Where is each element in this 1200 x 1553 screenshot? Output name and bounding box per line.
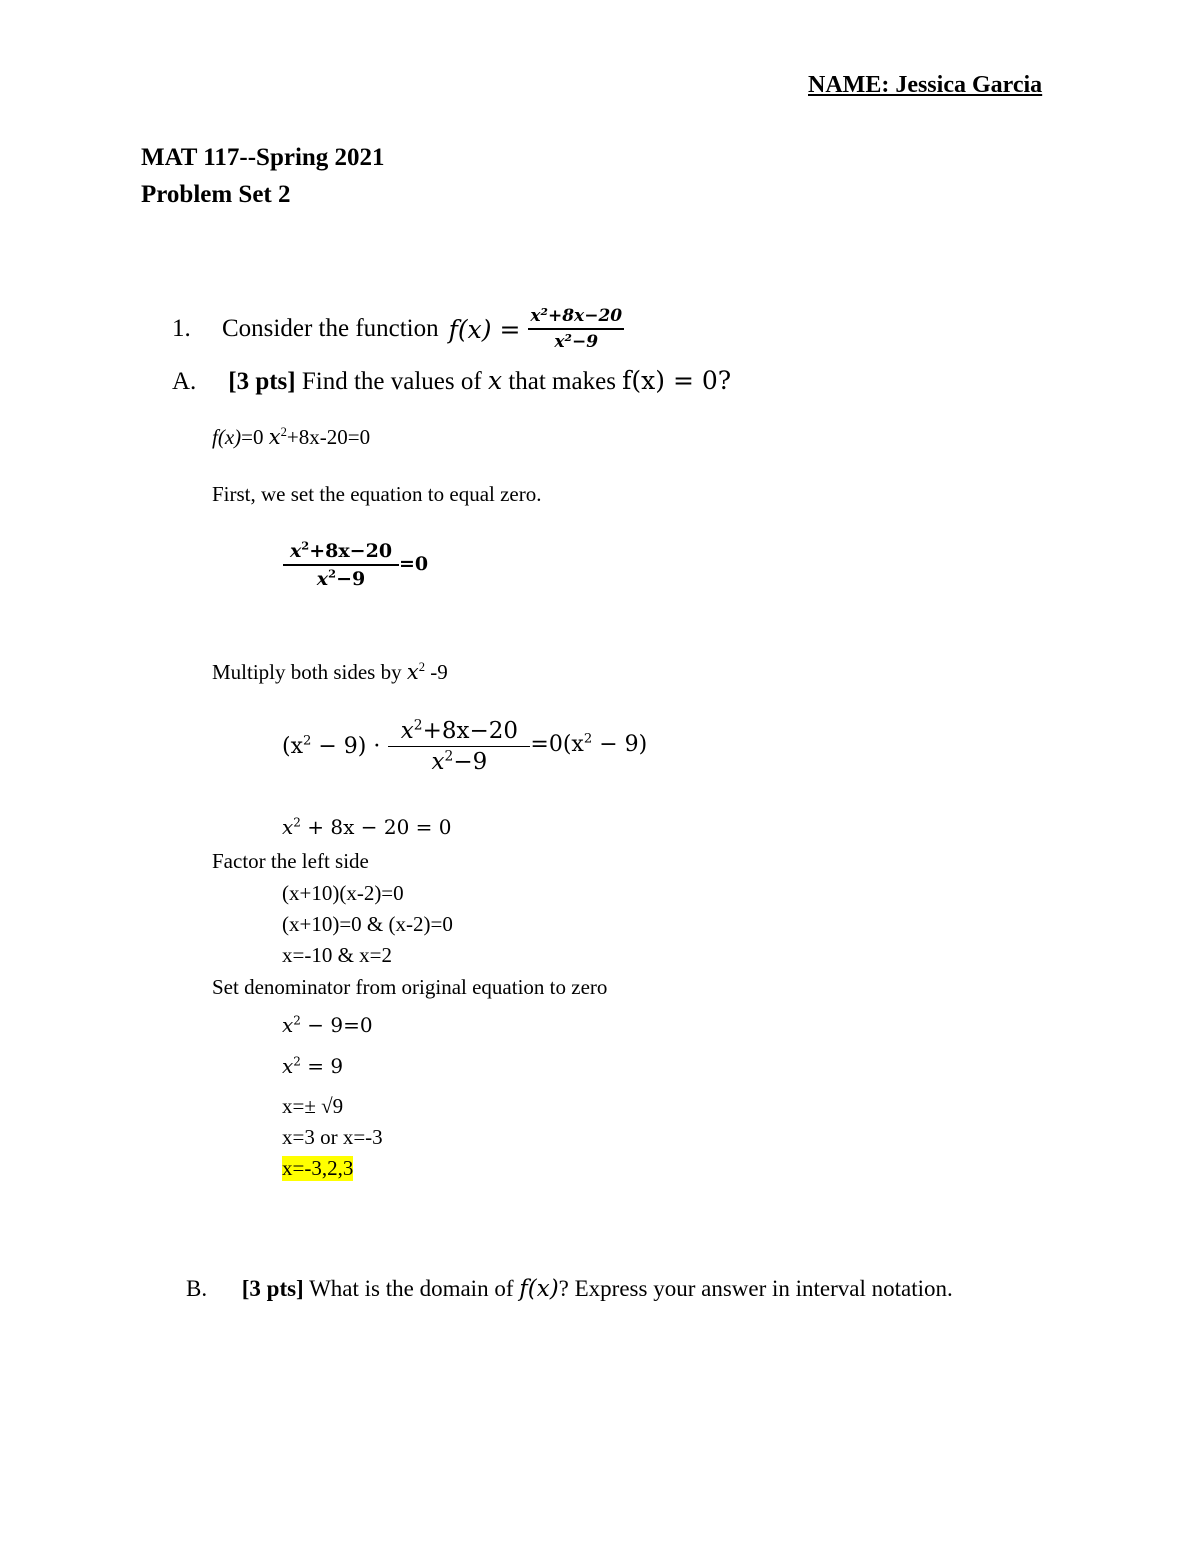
course-title: MAT 117--Spring 2021 bbox=[141, 144, 385, 171]
mult-left-tail: − 9) · bbox=[311, 734, 381, 759]
mult-den-tail: −9 bbox=[453, 749, 488, 775]
step-4-text: Set denominator from original equation to zero bbox=[212, 975, 608, 999]
factor-line-1: (x+10)(x-2)=0 bbox=[282, 881, 404, 905]
frac1-den-tail: −9 bbox=[336, 568, 366, 590]
frac1-num-x: x bbox=[289, 540, 302, 562]
work-line-1 bbox=[212, 425, 370, 450]
part-a-variable: x bbox=[487, 366, 503, 395]
question-1 bbox=[172, 306, 624, 352]
work-tail: +8x-20=0 bbox=[286, 425, 371, 449]
part-b-points: [3 pts] bbox=[241, 1276, 304, 1301]
part-a-text: Find the values of bbox=[301, 368, 482, 395]
step-2-x: x bbox=[406, 660, 419, 684]
work-x: x bbox=[268, 425, 281, 449]
part-a-points: [3 pts] bbox=[228, 368, 296, 395]
mult-left-exp: 2 bbox=[303, 733, 312, 749]
frac1-num-exp: 2 bbox=[301, 538, 310, 553]
question-prompt: Consider the function bbox=[222, 315, 439, 342]
mult-num-exp: 2 bbox=[413, 717, 423, 734]
factor-line-2: (x+10)=0 & (x-2)=0 bbox=[282, 912, 453, 936]
d1-exp: 2 bbox=[293, 1013, 301, 1028]
fraction-equation-1 bbox=[283, 540, 428, 590]
function-fraction bbox=[528, 306, 624, 352]
part-b-text: What is the domain of bbox=[309, 1276, 514, 1301]
work-fx: f(x) bbox=[212, 425, 242, 449]
mult-den-x: x bbox=[431, 749, 445, 775]
mult-num-tail: +8x−20 bbox=[422, 718, 518, 744]
step-2-tail: -9 bbox=[425, 660, 448, 684]
mult-num-x: x bbox=[400, 718, 414, 744]
step-2-label: Multiply both sides by bbox=[212, 660, 402, 684]
d1-tail: − 9=0 bbox=[300, 1013, 373, 1037]
denominator-line-2 bbox=[282, 1054, 343, 1078]
eq2-exp: 2 bbox=[293, 815, 301, 830]
part-b-letter: B. bbox=[186, 1276, 208, 1301]
multiply-equation bbox=[282, 718, 647, 775]
work-equals: =0 bbox=[241, 425, 264, 449]
final-answer: x=-3,2,3 bbox=[282, 1156, 354, 1180]
mult-right: =0(x bbox=[530, 732, 584, 757]
problem-set-title: Problem Set 2 bbox=[141, 181, 291, 208]
work-exp: 2 bbox=[280, 425, 287, 439]
eq2-tail: + 8x − 20 = 0 bbox=[300, 815, 452, 839]
frac1-num-tail: +8x−20 bbox=[309, 540, 393, 562]
d2-tail: = 9 bbox=[300, 1054, 344, 1078]
denominator-line-1 bbox=[282, 1013, 373, 1037]
student-name: NAME: Jessica Garcia bbox=[808, 72, 1043, 98]
part-b-question bbox=[186, 1276, 953, 1302]
frac1-den-exp: 2 bbox=[328, 566, 337, 581]
eq2-x: x bbox=[282, 815, 294, 839]
factor-line-3: x=-10 & x=2 bbox=[282, 943, 393, 967]
part-b-function: f(x) bbox=[519, 1276, 559, 1302]
mult-right-tail: − 9) bbox=[592, 732, 648, 757]
fraction-numerator: x²+8x−20 bbox=[530, 306, 623, 326]
step-1-text: First, we set the equation to equal zero. bbox=[212, 482, 542, 506]
mult-den-exp: 2 bbox=[444, 748, 454, 765]
fraction-denominator: x²−9 bbox=[554, 332, 599, 352]
frac1-den-x: x bbox=[316, 568, 329, 590]
part-a-question bbox=[172, 366, 731, 396]
step-2-text bbox=[212, 660, 448, 685]
part-a-letter: A. bbox=[172, 368, 197, 395]
step-2-exp: 2 bbox=[418, 660, 425, 674]
expanded-equation bbox=[282, 815, 452, 839]
mult-left: (x bbox=[282, 734, 303, 759]
d1-x: x bbox=[282, 1013, 294, 1037]
part-a-text-tail: that makes bbox=[508, 368, 616, 395]
mult-right-exp: 2 bbox=[583, 731, 593, 747]
function-label: f(x) = bbox=[448, 314, 521, 344]
part-a-equation: f(x) = 0? bbox=[622, 366, 732, 395]
step-3-text: Factor the left side bbox=[212, 849, 369, 873]
d2-x: x bbox=[282, 1054, 294, 1078]
denominator-line-3: x=± √9 bbox=[282, 1094, 344, 1118]
frac1-equals: =0 bbox=[399, 553, 429, 575]
part-b-text-tail: ? Express your answer in interval notation. bbox=[558, 1276, 953, 1301]
question-number: 1. bbox=[172, 315, 191, 342]
denominator-line-4: x=3 or x=-3 bbox=[282, 1125, 383, 1149]
d2-exp: 2 bbox=[293, 1054, 301, 1069]
